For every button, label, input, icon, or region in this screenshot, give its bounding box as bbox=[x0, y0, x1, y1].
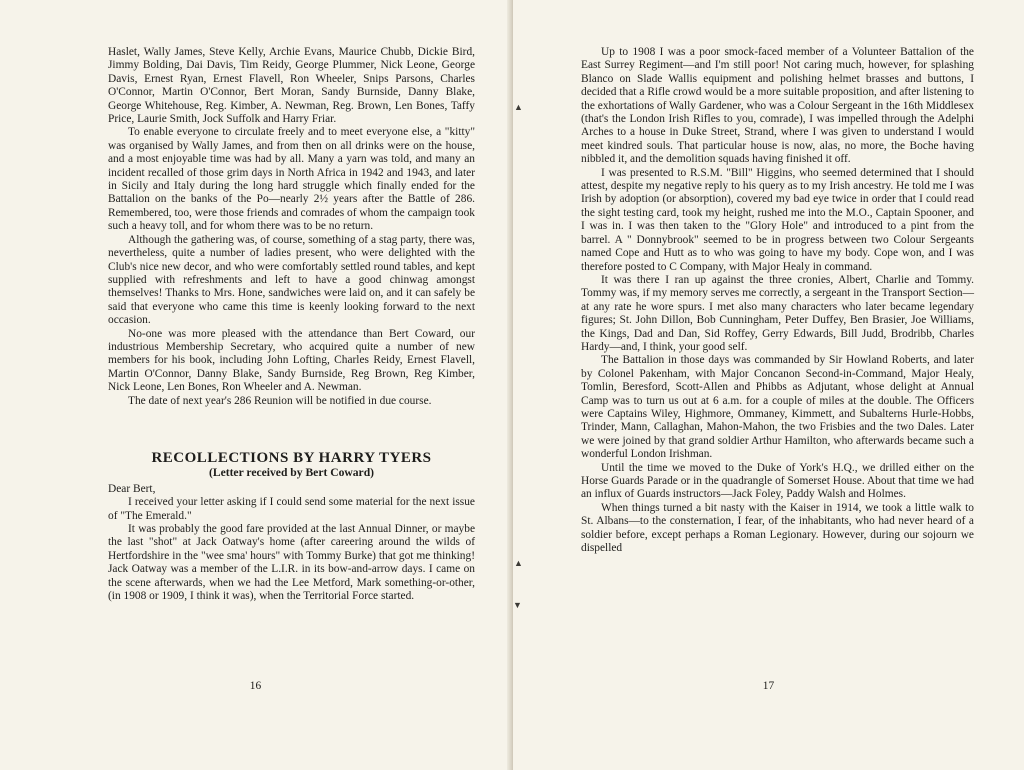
paragraph: The date of next year's 286 Reunion will be notified in due course. bbox=[128, 394, 432, 407]
paragraph: It was probably the good fare provided at the last Annual Dinner, or maybe the last "shot" at Jack Oatway's home (after careering around the wilds of Hertfordshire in the "wee sma' hours" with Tommy Burke) that got me thinking! Jack Oatway was a member of the L.I.R. in its bow-and-arrow days. I came on the scene afterwards, when we had the Lee Metford, Mark something-or-other, (in 1908 or 1909, I think it was), when the Territorial Force started. bbox=[108, 523, 475, 603]
right-page bbox=[513, 0, 1024, 770]
left-page bbox=[0, 0, 511, 770]
paragraph: The Battalion in those days was commanded by Sir Howland Roberts, and later by Colonel Pakenham, with Major Concanon Second-in-Command, Major Healy, Tomlin, Beresford, Scott-Allen and Phibbs as Adjutant, whose delight at Annual Camp was to turn us out at 6 a.m. for a couple of miles at the double. The Officers were Captains Wiley, Highmore, Ommaney, Kimmett, and Subalterns Hurle-Hobbs, Trinder, Mann, Callaghan, Mahon-Mahon, the two Frisbies and the two Dales. Later we were joined by that grand soldier Arthur Hamilton, who afterwards became such a wonderful London Irishman. bbox=[581, 354, 974, 461]
binding-mark-icon: ▼ bbox=[513, 600, 522, 610]
paragraph: When things turned a bit nasty with the Kaiser in 1914, we took a little walk to St. Albans—to the consternation, I fear, of the inhabitants, who had never heard of a soldier before, except perhaps a Roman Legionary. However, during our sojourn we dispelled bbox=[581, 501, 974, 555]
paragraph: No-one was more pleased with the attendance than Bert Coward, our industrious Membership Secretary, who acquired quite a number of new members for his book, including John Lofting, Charles Reidy, Ernest Flavell, Martin O'Connor, Danny Blake, Sandy Burnside, Reg Brown, Reg Kimber, Nick Leone, Len Bones, Ron Wheeler and A. Newman. bbox=[108, 327, 475, 394]
paragraph: To enable everyone to circulate freely and to meet everyone else, a "kitty" was organised by Wally James, and from then on all drinks were on the house, and a most enjoyable time was had by all. Many a yarn was told, and many an incident recalled of those grim days in North Africa in 1942 and 1943, and later in Sicily and Italy during the long hard struggle which finally ended for the Battalion on the banks of the Po—nearly 2½ years after the Battle of 286. Remembered, too, were those friends and comrades of whom the campaign took such a heavy toll, and for whom there was to be no return. bbox=[108, 126, 475, 233]
salutation: Dear Bert, bbox=[108, 482, 156, 495]
paragraph: Although the gathering was, of course, something of a stag party, there was, nevertheless, quite a number of ladies present, who were delighted with the Club's nice new decor, and who were comfortably settled round tables, and kept supplied with refreshments and left to have a good chinwag amongst themselves! Thanks to Mrs. Hone, sandwiches were laid on, and it can safely be said that everyone who came this time is keenly looking forward to the next occasion. bbox=[108, 233, 475, 327]
paragraph: I received your letter asking if I could send some material for the next issue of "The Emerald." bbox=[108, 496, 475, 522]
page-number-left: 16 bbox=[249, 680, 262, 692]
binding-mark-icon: ▲ bbox=[514, 558, 523, 568]
article-title: RECOLLECTIONS BY HARRY TYERS bbox=[151, 449, 432, 466]
paragraph: Haslet, Wally James, Steve Kelly, Archie Evans, Maurice Chubb, Dickie Bird, Jimmy Bolding, Dai Davis, Tim Reidy, George Plummer, Nick Leone, George Davis, Ernest Ryan, Ernest Flavell, Ron Wheeler, Snips Parsons, Charles O'Connor, Martin O'Connor, Bert Moran, Sandy Burnside, Danny Blake, George Whitehouse, Reg. Kimber, A. Newman, Reg. Brown, Len Bones, Taffy Price, Laurie Smith, Jock Suffolk and Harry Friar. bbox=[108, 46, 475, 126]
page-number-right: 17 bbox=[762, 680, 775, 692]
paragraph: It was there I ran up against the three cronies, Albert, Charlie and Tommy. Tommy was, if my memory serves me correctly, a sergeant in the Transport Section—at any rate he wore spurs. I met also many characters who later became legendary figures; St. John Dillon, Bob Cunningham, Peter Duffey, Ben Brasier, Joe Williams, the Kings, Dad and Dan, Sid Roffey, Gerry Edwards, Bill Judd, Brodribb, Charles Hardy—and, I think, your good self. bbox=[581, 273, 974, 353]
paragraph: Up to 1908 I was a poor smock-faced member of a Volunteer Battalion of the East Surrey Regiment—and I'm still poor! Not caring much, however, for splashing Blanco on Slade Wallis equipment and polishing helmet brasses and buttons, I decided that a Rifle crowd would be a more suitable proposition, and after listening to the exhortations of Wally Gardener, who was a Colour Sergeant in the 16th Middlesex (that's the London Irish Rifles to you, comrade), I was impelled through the Adelphi Arches to a house in Duke Street, Strand, where I was given to understand I would meet kindred souls. That particular house is now, alas, no more, the Boche having nibbled it, and the demolition squads having finished it off. bbox=[581, 46, 974, 166]
paragraph: I was presented to R.S.M. "Bill" Higgins, who seemed determined that I should attest, despite my negative reply to his query as to my Irish ancestry. He told me I was Irish by adoption (or absorption), covered my bad eye twice in order that I could read the sight testing card, took my height, rushed me into the M.O., Captain Spooner, and I was in. I was then taken to the "Glory Hole" and introduced to a pint from the barrel. A " Donnybrook" seemed to be in progress between two Colour Sergeants named Cope and Hutt as to who was going to have my body. Cope won, and I was therefore posted to C Company, with Major Healy in command. bbox=[581, 166, 974, 273]
binding-mark-icon: ▲ bbox=[514, 102, 523, 112]
left-column bbox=[108, 46, 475, 603]
paragraph: Until the time we moved to the Duke of York's H.Q., we drilled either on the Horse Guards Parade or in the quadrangle of Somerset House. About that time we had an influx of Guards instructors—Jack Foley, Paddy Walsh and Holmes. bbox=[581, 461, 974, 501]
article-subtitle: (Letter received by Bert Coward) bbox=[208, 466, 375, 480]
right-column bbox=[581, 46, 974, 555]
